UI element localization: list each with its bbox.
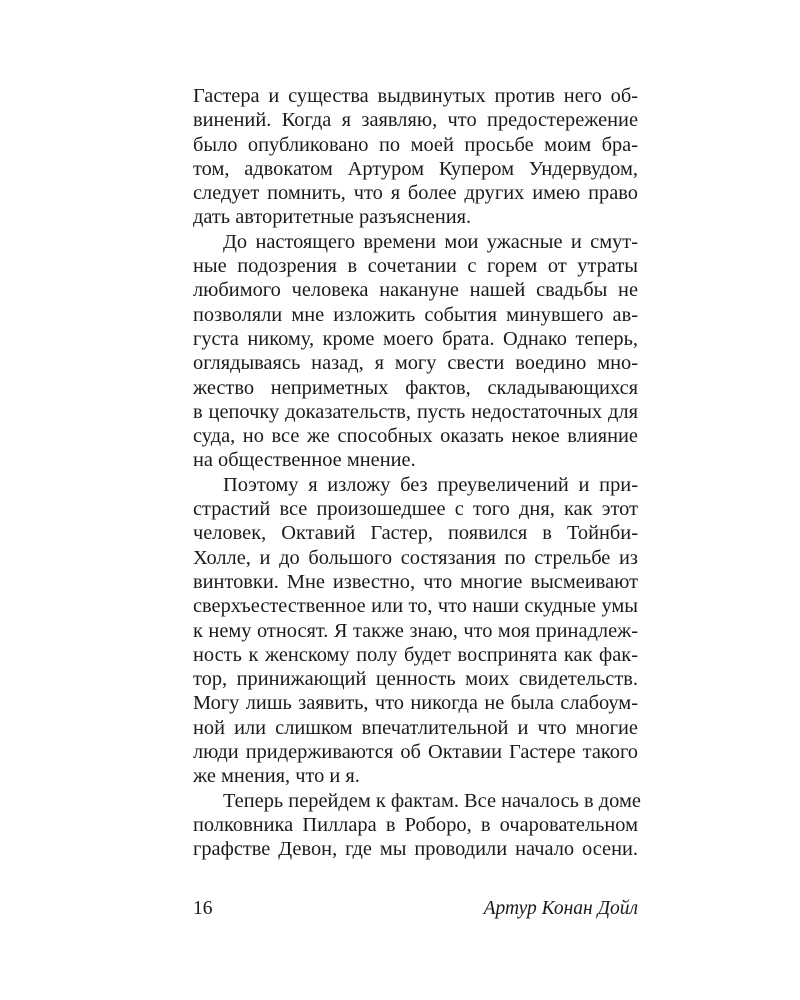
text-line: Поэтому я изложу без преувеличений и при- <box>223 473 638 496</box>
text-line: Холле, и до большого состязания по стрельбе из <box>193 546 638 569</box>
running-title: Артур Конан Дойл <box>483 898 638 919</box>
text-line: Могу лишь заявить, что никогда не была слабоум- <box>193 692 638 715</box>
page-number: 16 <box>193 898 213 919</box>
text-line: Гастера и существа выдвинутых против него об- <box>193 85 638 107</box>
text-line: на общественное мнение. <box>193 449 416 472</box>
text-line: оглядываясь назад, я могу свести воедино мно- <box>193 352 638 375</box>
text-line: тор, принижающий ценность моих свидетельств. <box>193 668 638 691</box>
text-line: же мнения, что и я. <box>193 765 360 788</box>
text-line: дать авторитетные разъяснения. <box>193 206 472 229</box>
text-line: ность к женскому полу будет воспринята как фак- <box>193 643 638 666</box>
text-line: сверхъестественное или то, что наши скудные умы <box>193 595 638 618</box>
text-line: ной или слишком впечатлительной и что многие <box>193 716 638 739</box>
text-line: человек, Октавий Гастер, появился в Тойнби- <box>193 522 638 545</box>
text-line: полковника Пиллара в Роборо, в очаровательном <box>193 813 638 836</box>
text-line: следует помнить, что я более других имею право <box>193 182 638 205</box>
text-line: люди придерживаются об Октавии Гастере такого <box>193 741 638 764</box>
text-line: страстий все произошедшее с того дня, как этот <box>193 498 638 521</box>
text-line: Теперь перейдем к фактам. Все началось в доме <box>223 789 641 812</box>
text-line: в цепочку доказательств, пусть недостаточных для <box>193 400 638 423</box>
text-line: суда, но все же способных оказать некое влияние <box>193 425 638 448</box>
text-line: том, адвокатом Артуром Купером Ундервудом, <box>193 157 638 180</box>
text-line: позволяли мне изложить события минувшего ав- <box>193 303 638 326</box>
page-body-text <box>193 84 641 862</box>
text-line: густа никому, кроме моего брата. Однако теперь, <box>193 327 638 350</box>
text-line: любимого человека накануне нашей свадьбы не <box>193 279 638 302</box>
text-line: к нему относят. Я также знаю, что моя принадлеж- <box>193 619 638 642</box>
page-footer <box>193 896 638 922</box>
text-line: жество неприметных фактов, складывающихся <box>193 376 638 399</box>
text-line: До настоящего времени мои ужасные и смут- <box>223 230 638 253</box>
text-line: графстве Девон, где мы проводили начало осени. <box>193 838 638 861</box>
text-line: ные подозрения в сочетании с горем от утраты <box>193 255 638 278</box>
text-line: было опубликовано по моей просьбе моим бра- <box>193 133 638 156</box>
text-line: винтовки. Мне известно, что многие высмеивают <box>193 570 638 593</box>
text-line: винений. Когда я заявляю, что предостережение <box>193 109 638 132</box>
